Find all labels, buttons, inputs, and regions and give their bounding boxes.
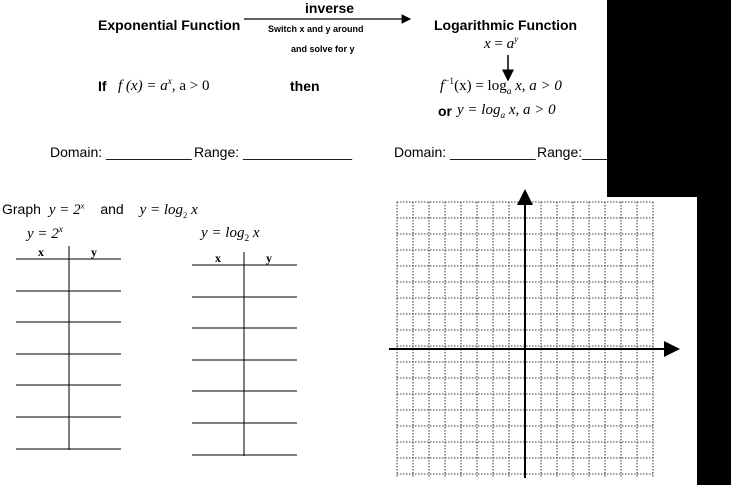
graph-eq1: y = 2 <box>48 202 81 218</box>
inv-rest: (x) = log <box>454 78 507 94</box>
swap-base: a <box>506 36 515 52</box>
inv-sub: a <box>506 87 512 97</box>
table1-col-y: y <box>91 245 97 259</box>
logarithmic-function-title: Logarithmic Function <box>434 17 578 33</box>
table1-lines <box>16 246 121 450</box>
table1-title-exp: x <box>58 225 63 235</box>
exponential-function-title: Exponential Function <box>98 17 241 33</box>
graph-eq2-x: x <box>187 202 198 218</box>
table2-title-x: x <box>249 225 260 241</box>
left-range: Range: ______________ <box>194 144 353 160</box>
table2-col-y: y <box>266 251 272 265</box>
right-range: Range:______ <box>537 144 629 160</box>
inverse-label: inverse <box>305 0 355 16</box>
inv-f: f <box>440 78 445 94</box>
table2-lines <box>192 252 297 456</box>
left-domain: Domain: ___________ <box>50 144 192 160</box>
inv-exp: −1 <box>444 77 455 87</box>
table1-title-text: y = 2 <box>27 226 59 242</box>
table1-col-x: x <box>38 245 44 259</box>
graph-eq2: y = log <box>139 202 184 218</box>
or-sub: a <box>500 111 506 121</box>
table2-title-text: y = log <box>201 225 245 241</box>
swap-eq: = <box>490 36 507 52</box>
if-label: If <box>98 78 107 94</box>
or-eq-1: y = log <box>457 102 501 118</box>
table2-title-sub: 2 <box>244 234 250 244</box>
inv-cond: x, a > 0 <box>511 78 562 94</box>
graph-eq2-sub: 2 <box>183 209 188 220</box>
f-cond: , a > 0 <box>171 78 210 94</box>
inverse-note-2: and solve for y <box>291 44 355 54</box>
right-domain: Domain: ___________ <box>394 144 536 160</box>
f-text: f (x) = a <box>118 78 168 94</box>
inverse-note-1: Switch x and y around <box>268 24 364 34</box>
swap-exp: y <box>514 35 519 45</box>
graph-and: and <box>100 201 124 217</box>
then-label: then <box>290 78 320 94</box>
or-label: or <box>438 103 452 119</box>
or-eq-2: x, a > 0 <box>505 102 556 118</box>
f-exp: x <box>167 77 172 87</box>
graph-label: Graph <box>2 201 41 217</box>
swap-x: x <box>484 36 491 52</box>
table2-col-x: x <box>215 251 221 265</box>
graph-eq1-exp: x <box>80 200 85 211</box>
